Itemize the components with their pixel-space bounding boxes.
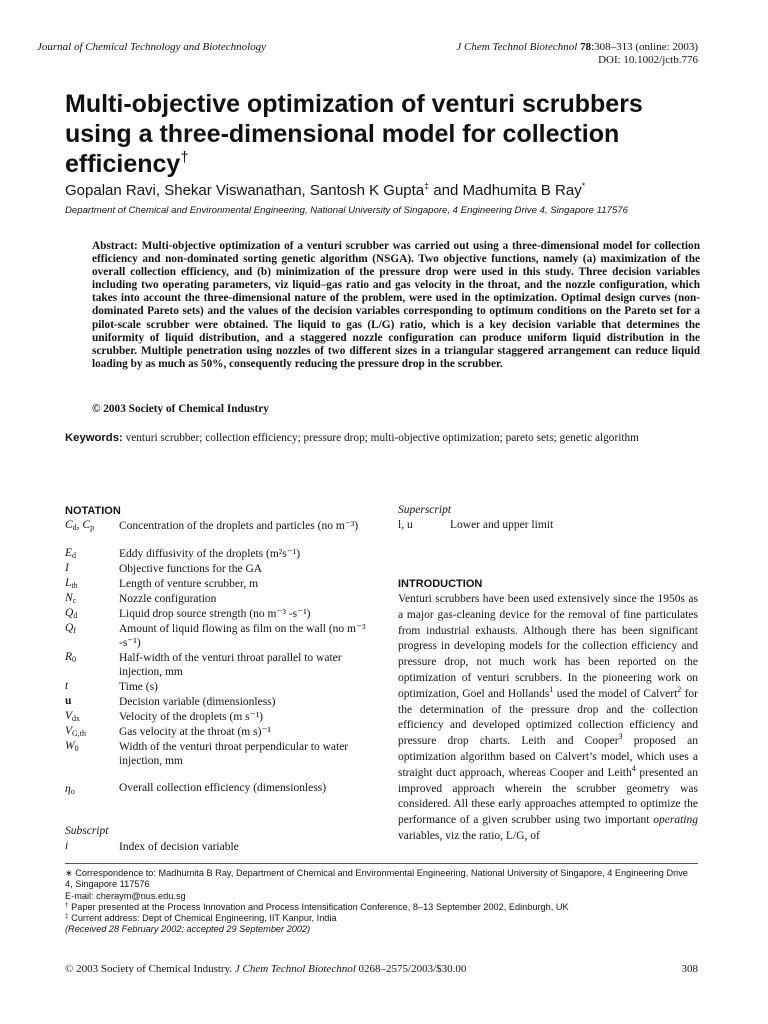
keywords-text: venturi scrubber; collection efficiency; pressure drop; multi-objective optimization; pareto sets; genetic algorithm — [122, 432, 639, 444]
running-citation — [456, 41, 698, 67]
footnote-rule — [65, 863, 698, 864]
footer-copyright: © 2003 Society of Chemical Industry. J Chem Technol Biotechnol 0268–2575/2003/$30.00 — [65, 963, 467, 975]
superscript-description: Lower and upper limit — [450, 519, 554, 531]
author-name: and Madhumita B Ray — [429, 182, 582, 199]
affiliation: Department of Chemical and Environmental Engineering, National University of Singapore, 4 Engineering Drive 4, Singapore 117576 — [65, 205, 628, 216]
author-list — [65, 182, 585, 199]
notation-symbol: t — [65, 680, 69, 692]
introduction-heading: INTRODUCTION — [398, 578, 483, 590]
notation-description: Velocity of the droplets (m s⁻¹) — [119, 711, 263, 723]
notation-description: Half-width of the venturi throat parallel to water injection, mm — [119, 652, 342, 679]
abstract-text: Abstract: Multi-objective optimization of a venturi scrubber was carried out using a three-dimensional model for collection efficiency and non-dominated sorting genetic algorithm (NSGA). Two objective functions, namely (a) maximization of the overall collection efficiency, and (b) minimization of the pressure drop were used in this study. Three decision variables including two operating parameters, viz liquid–gas ratio and gas velocity in the throat, and the nozzle configuration, which takes into account the three-dimensional nature of the problem, were used in the optimization. Optimal design curves (non-dominated Pareto sets) and the values of the decision variables corresponding to optimum conditions on the Pareto set for a pilot-scale scrubber were obtained. The liquid to gas (L/G) ratio, which is a key decision variable that determines the uniformity of liquid distribution, and a staggered nozzle configuration can produce uniform liquid distribution in the scrubber. Multiple penetration using nozzles of two different sizes in a triangular staggered arrangement can reduce liquid loading by as much as 50%, consequently reducing the pressure drop in the scrubber. — [92, 240, 700, 370]
reference-mark: 2 — [677, 684, 682, 694]
notation-symbol: $W_0$ — [65, 740, 79, 753]
notation-symbol: $Q_d$ — [65, 607, 78, 620]
subscript-label: Subscript — [65, 825, 109, 837]
notation-description: Overall collection efficiency (dimensionless) — [119, 782, 327, 794]
reference-mark: 4 — [631, 763, 636, 773]
reference-mark: 3 — [618, 732, 623, 742]
author-footnote-mark: ‡ — [424, 181, 430, 191]
running-journal-name: Journal of Chemical Technology and Biotechnology — [37, 41, 267, 53]
notation-symbol: $C_d$, $C_p$ — [65, 519, 95, 532]
notation-description: Time (s) — [119, 681, 158, 693]
reference-mark: 1 — [549, 684, 554, 694]
author-name: Gopalan Ravi, — [65, 182, 165, 199]
author-name: Santosh K Gupta — [309, 182, 425, 199]
author-footnote-mark: * — [581, 181, 586, 191]
notation-symbol: I — [65, 562, 69, 574]
notation-description: Nozzle configuration — [119, 593, 217, 605]
notation-description: Width of the venturi throat perpendicular to water injection, mm — [119, 741, 349, 768]
notation-symbol: $L_{th}$ — [65, 577, 78, 590]
notation-description: Gas velocity at the throat (m s)⁻¹ — [119, 726, 271, 738]
notation-symbol: $N_c$ — [65, 592, 77, 605]
article-title-text: Multi-objective optimization of venturi scrubbers using a three-dimensional model for collection efficiency — [65, 90, 643, 178]
citation-journal: J Chem Technol Biotechnol — [456, 41, 578, 53]
introduction-text: Venturi scrubbers have been used extensively since the 1950s as a major gas-cleaning device for the removal of fine particulates from industrial exhausts. Although there has been significant progress in developing models for the collection efficiency and pressure drop, not much work has been reported on the optimization of venturi scrubbers. In the pioneering work on optimization, Goel and Hollands$^1$ used the model of Calvert$^2$ for the determination of the pressure drop and the collection efficiency and developed optimized collection efficiency and pressure drop charts. Leith and Cooper$^3$ proposed an optimization algorithm based on Calvert’s model, which uses a straight duct approach, whereas Cooper and Leith$^4$ presented an improved approach wherein the scrubber geometry was considered. All these early approaches attempted to optimize the performance of a given scrubber using two important operating variables, viz the ratio, L/G, of — [398, 593, 698, 842]
notation-description: Length of venture scrubber, m — [119, 578, 259, 590]
page-number: 308 — [681, 963, 698, 975]
notation-symbol: $V_{G,th}$ — [65, 725, 87, 738]
notation-symbol: $\eta_o$ — [65, 783, 75, 796]
keywords-label: Keywords: — [65, 432, 123, 444]
notation-symbol: u — [65, 695, 72, 707]
notation-description: Liquid drop source strength (no m⁻³ -s⁻¹) — [119, 608, 311, 620]
superscript-label: Superscript — [398, 504, 452, 516]
citation-volume: 78 — [580, 41, 592, 53]
subscript-symbol: i — [65, 840, 69, 852]
notation-description: Decision variable (dimensionless) — [119, 696, 276, 708]
footnote-double-dagger: ‡ Current address: Dept of Chemical Engineering, IIT Kanpur, India — [65, 913, 337, 923]
doi: DOI: 10.1002/jctb.776 — [598, 54, 698, 66]
title-footnote-mark: † — [180, 149, 189, 166]
notation-description: Amount of liquid flowing as film on the wall (no m⁻³ -s⁻¹) — [119, 623, 366, 650]
notation-description: Objective functions for the GA — [119, 563, 263, 575]
footnote-correspondence: ∗ Correspondence to: Madhumita B Ray, Department of Chemical and Environmental Engineering, National University of Singapore, 4 Engineering Drive 4, Singapore 117576 E-mail: cheraym@nus.edu.sg — [65, 868, 698, 902]
notation-symbol: $Q_f$ — [65, 622, 76, 635]
author-name: Shekar Viswanathan, — [164, 182, 310, 199]
abstract-copyright: © 2003 Society of Chemical Industry — [92, 403, 269, 415]
notation-description: Concentration of the droplets and particles (no m⁻³) — [119, 520, 359, 532]
article-title — [65, 89, 705, 179]
citation-pages: :308–313 (online: 2003) — [591, 41, 698, 53]
footnote-dagger: † Paper presented at the Process Innovation and Process Intensification Conference, 8–13 September 2002, Edinburgh, UK — [65, 902, 569, 912]
received-dates: (Received 28 February 2002; accepted 29 September 2002) — [65, 924, 311, 934]
superscript-symbol: l, u — [398, 519, 413, 531]
email-address: E-mail: cheraym@nus.edu.sg — [65, 890, 186, 901]
keywords — [65, 431, 698, 445]
subscript-description: Index of decision variable — [119, 841, 239, 853]
notation-description: Eddy diffusivity of the droplets (m²s⁻¹) — [119, 548, 301, 560]
notation-symbol: $V_{dx}$ — [65, 710, 81, 723]
notation-symbol: $R_0$ — [65, 651, 77, 664]
notation-heading: NOTATION — [65, 505, 121, 517]
notation-symbol: $E_d$ — [65, 547, 77, 560]
